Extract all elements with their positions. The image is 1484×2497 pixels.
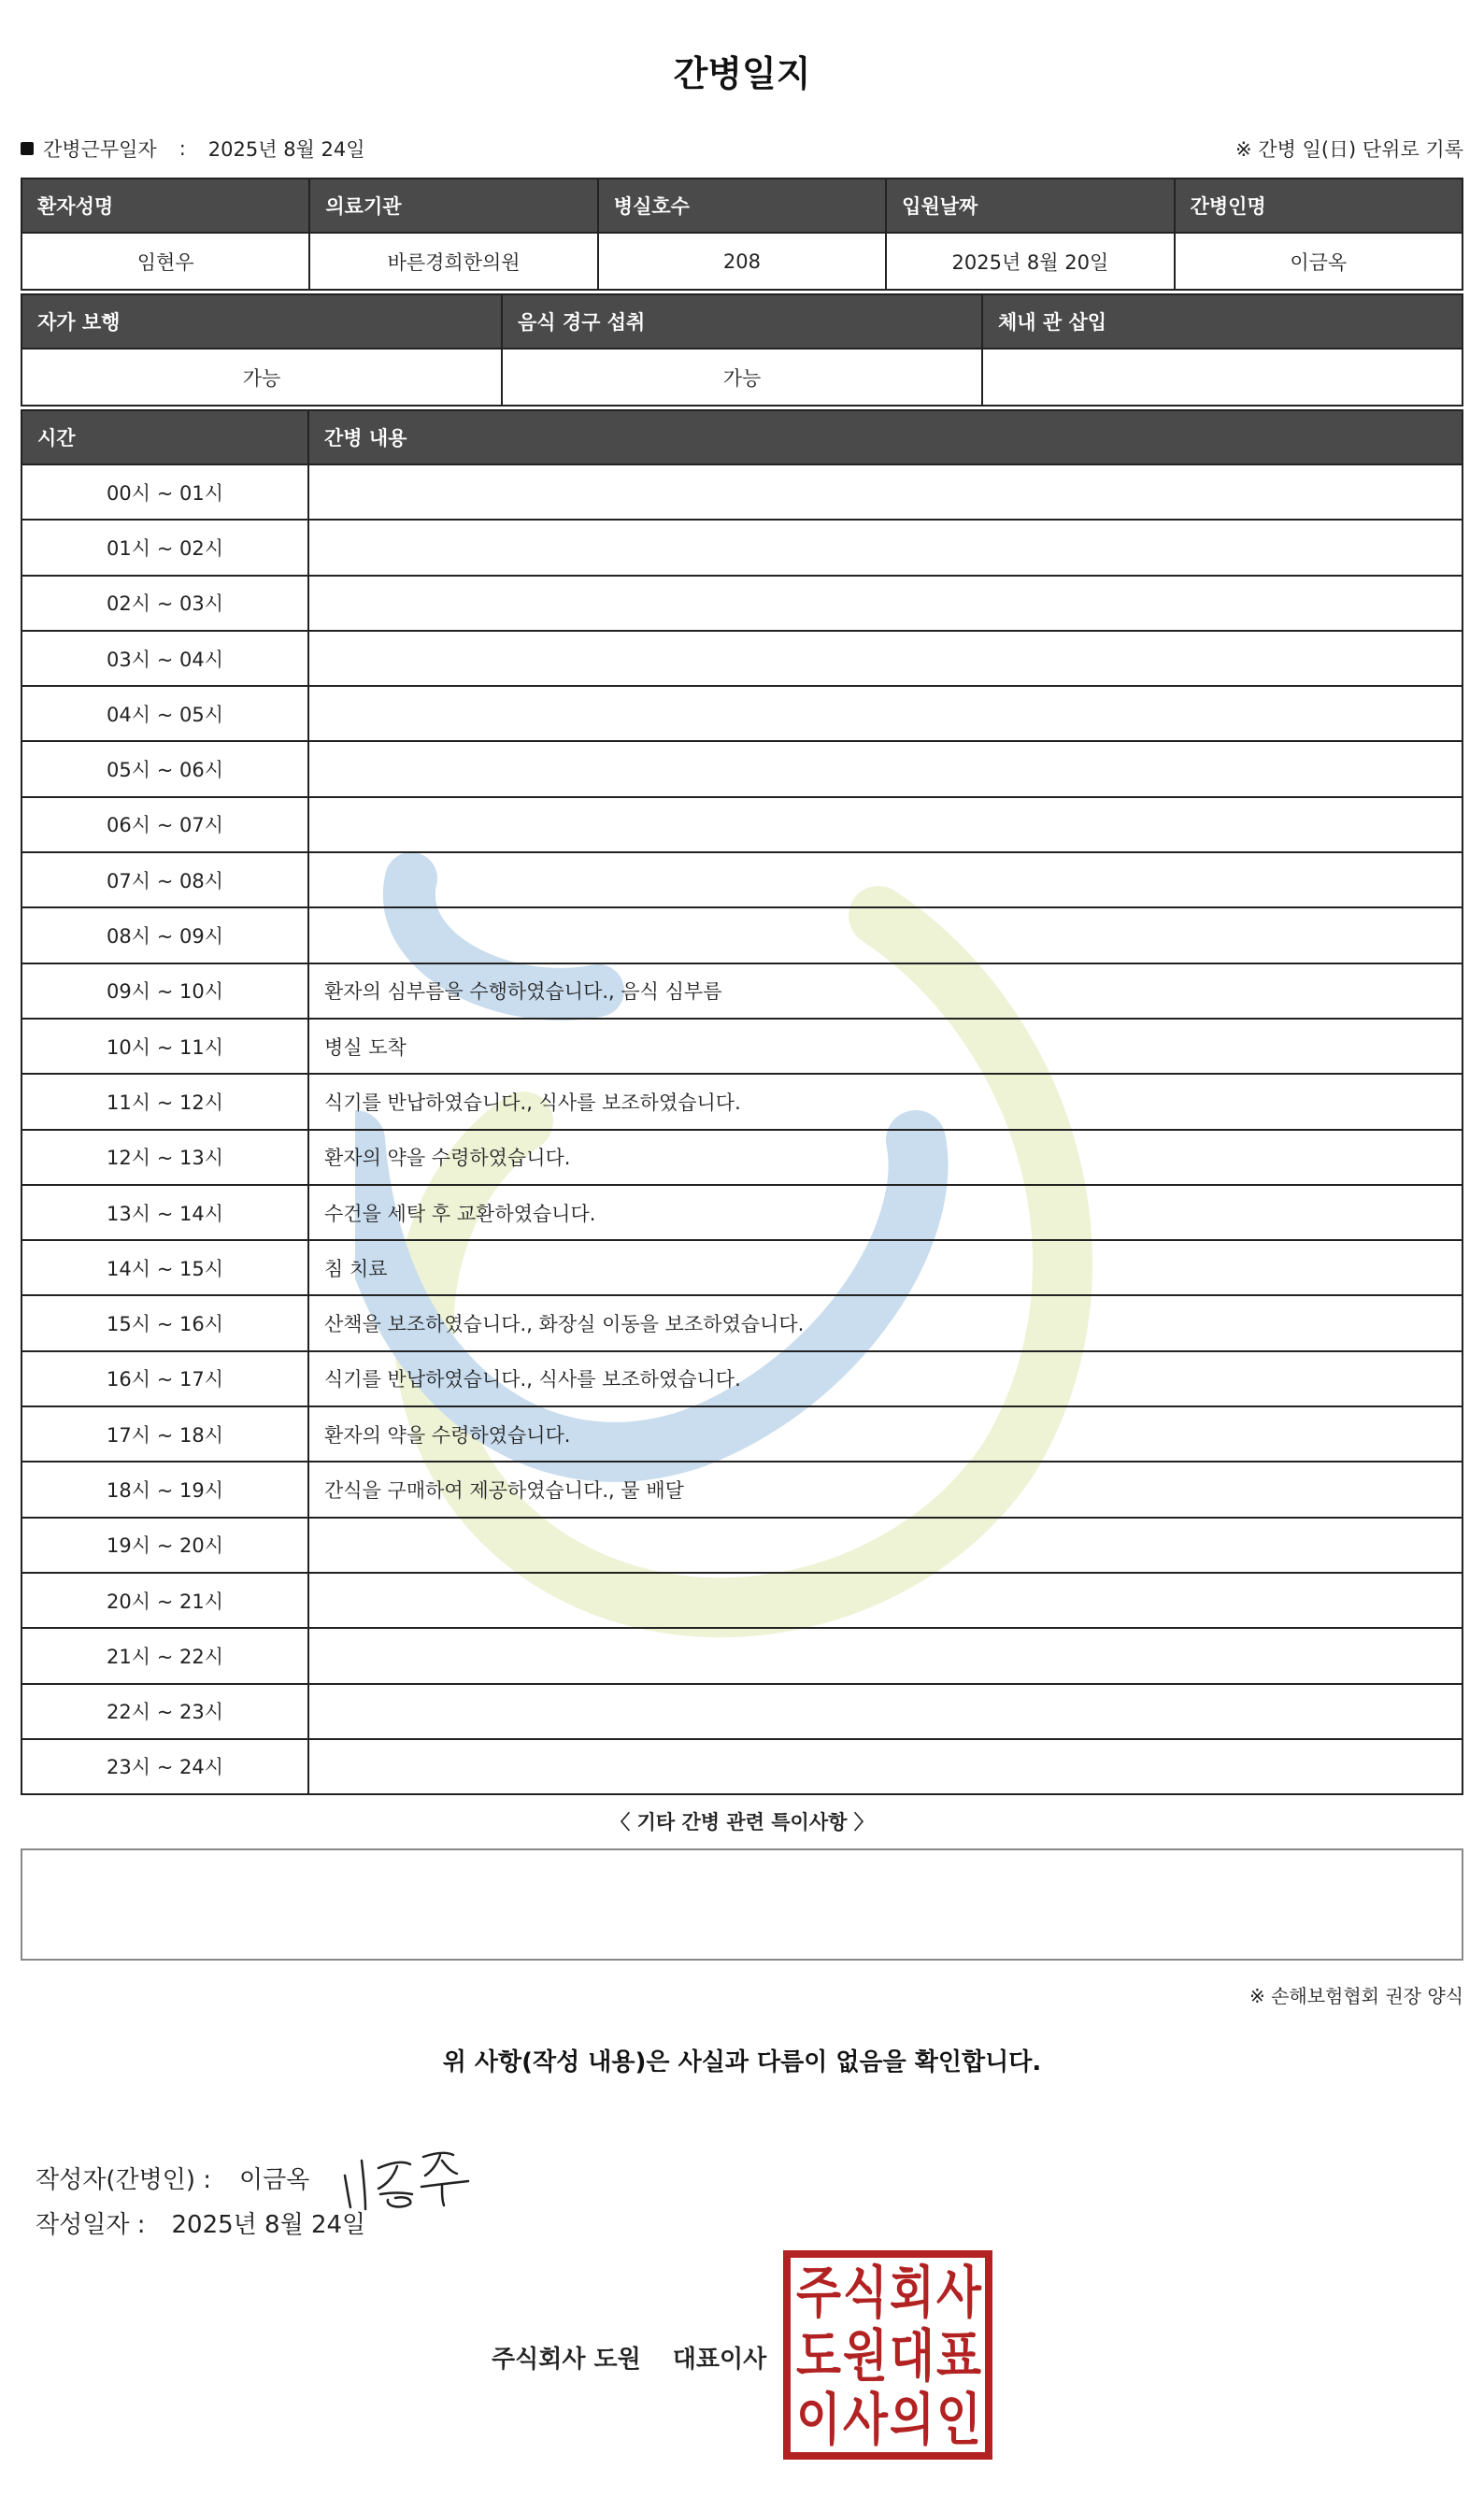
care-note: 식기를 반납하였습니다., 식사를 보조하였습니다.	[308, 1074, 1463, 1129]
time-slot: 02시 ~ 03시	[21, 576, 308, 631]
care-note	[308, 1573, 1463, 1628]
time-slot: 03시 ~ 04시	[21, 631, 308, 686]
seal-character: 사	[936, 2261, 982, 2326]
company-signoff	[492, 2340, 766, 2375]
seal-character: 표	[936, 2324, 982, 2390]
header-patient-name: 환자성명	[21, 178, 309, 233]
work-date-line	[21, 135, 365, 163]
time-slot: 22시 ~ 23시	[21, 1684, 308, 1739]
unit-note: ※ 간병 일(日) 단위로 기록	[1235, 138, 1463, 161]
seal-character: 의	[890, 2388, 935, 2453]
care-note: 병실 도착	[308, 1019, 1463, 1074]
self-walking-value: 가능	[21, 349, 502, 406]
patient-name-value: 임현우	[21, 233, 309, 290]
writer-label: 작성자(간병인) :	[36, 2165, 212, 2194]
table-row	[21, 1518, 1463, 1573]
care-note: 산책을 보조하였습니다., 화장실 이동을 보조하였습니다.	[308, 1295, 1463, 1350]
seal-character: 사	[843, 2388, 889, 2453]
company-title: 대표이사	[672, 2346, 767, 2374]
write-date-line	[36, 2205, 365, 2240]
table-row	[21, 1185, 1463, 1240]
care-note	[308, 797, 1463, 852]
special-notes-title: 〈 기타 간병 관련 특이사항 〉	[610, 1811, 874, 1834]
time-slot: 09시 ~ 10시	[21, 963, 308, 1019]
care-note	[308, 520, 1463, 575]
time-slot: 00시 ~ 01시	[21, 464, 308, 520]
care-note	[308, 576, 1463, 631]
care-note: 수건을 세탁 후 교환하였습니다.	[308, 1185, 1463, 1240]
table-row	[21, 741, 1463, 796]
table-row	[21, 1351, 1463, 1406]
time-slot: 12시 ~ 13시	[21, 1130, 308, 1185]
table-row	[21, 464, 1463, 520]
square-bullet-icon	[21, 142, 34, 155]
header-tube-insertion: 체내 관 삽입	[982, 294, 1463, 349]
work-date-value: 2025년 8월 24일	[207, 138, 365, 161]
header-care-content: 간병 내용	[308, 410, 1463, 464]
time-slot: 07시 ~ 08시	[21, 852, 308, 907]
special-notes-box	[21, 1848, 1463, 1961]
seal-character: 주	[796, 2261, 842, 2326]
room-number-value: 208	[598, 233, 886, 290]
header-self-walking: 자가 보행	[21, 294, 502, 349]
caregiver-name-value: 이금옥	[1175, 233, 1463, 290]
care-note	[308, 1628, 1463, 1683]
care-log-table	[21, 409, 1463, 1795]
care-note: 환자의 심부름을 수행하였습니다., 음식 심부름	[308, 963, 1463, 1019]
page-title: 간병일지	[673, 53, 811, 94]
time-slot: 04시 ~ 05시	[21, 686, 308, 741]
patient-status-table	[21, 293, 1463, 407]
table-row	[21, 907, 1463, 963]
care-note	[308, 1518, 1463, 1573]
time-slot: 21시 ~ 22시	[21, 1628, 308, 1683]
work-date-label: 간병근무일자	[43, 138, 157, 161]
time-slot: 05시 ~ 06시	[21, 741, 308, 796]
care-note	[308, 1684, 1463, 1739]
table-row	[21, 1019, 1463, 1074]
time-slot: 10시 ~ 11시	[21, 1019, 308, 1074]
table-row	[21, 963, 1463, 1019]
company-seal-stamp	[783, 2250, 992, 2460]
table-row	[21, 1406, 1463, 1462]
header-admission-date: 입원날짜	[886, 178, 1174, 233]
care-note: 환자의 약을 수령하였습니다.	[308, 1406, 1463, 1462]
table-row	[21, 797, 1463, 852]
seal-character: 도	[796, 2324, 842, 2390]
seal-character: 식	[843, 2261, 888, 2326]
care-note	[308, 631, 1463, 686]
header-hospital: 의료기관	[309, 178, 597, 233]
table-row	[21, 1240, 1463, 1295]
table-row	[21, 1462, 1463, 1517]
table-row	[21, 520, 1463, 575]
header-time: 시간	[21, 410, 308, 464]
write-date-value: 2025년 8월 24일	[171, 2211, 366, 2239]
admission-date-value: 2025년 8월 20일	[886, 233, 1174, 290]
writer-line	[36, 2140, 478, 2215]
seal-character: 이	[796, 2388, 841, 2453]
time-slot: 19시 ~ 20시	[21, 1518, 308, 1573]
table-row	[21, 1295, 1463, 1350]
time-slot: 23시 ~ 24시	[21, 1739, 308, 1794]
time-slot: 11시 ~ 12시	[21, 1074, 308, 1129]
tube-insertion-value	[982, 349, 1463, 406]
table-row	[21, 1074, 1463, 1129]
care-note	[308, 464, 1463, 520]
table-row	[21, 1573, 1463, 1628]
time-slot: 01시 ~ 02시	[21, 520, 308, 575]
care-note	[308, 852, 1463, 907]
writer-name: 이금옥	[239, 2165, 310, 2194]
care-note: 식기를 반납하였습니다., 식사를 보조하였습니다.	[308, 1351, 1463, 1406]
time-slot: 18시 ~ 19시	[21, 1462, 308, 1517]
care-note	[308, 1739, 1463, 1794]
care-note: 환자의 약을 수령하였습니다.	[308, 1130, 1463, 1185]
company-name: 주식회사 도원	[492, 2346, 641, 2374]
hospital-value: 바른경희한의원	[309, 233, 597, 290]
time-slot: 06시 ~ 07시	[21, 797, 308, 852]
care-note: 간식을 구매하여 제공하였습니다., 물 배달	[308, 1462, 1463, 1517]
header-room-number: 병실호수	[598, 178, 886, 233]
handwritten-signature	[337, 2140, 478, 2215]
patient-info-table	[21, 178, 1463, 291]
recommend-note: ※ 손해보험협회 권장 양식	[1249, 1985, 1463, 2007]
seal-character: 원	[843, 2324, 888, 2390]
confirm-statement: 위 사항(작성 내용)은 사실과 다름이 없음을 확인합니다.	[442, 2048, 1042, 2076]
table-row	[21, 631, 1463, 686]
table-row	[21, 686, 1463, 741]
work-date-separator: :	[178, 137, 186, 160]
table-row	[21, 576, 1463, 631]
table-row	[21, 1739, 1463, 1794]
header-caregiver-name: 간병인명	[1175, 178, 1463, 233]
care-note	[308, 907, 1463, 963]
write-date-label: 작성일자 :	[36, 2211, 146, 2239]
seal-character: 회	[890, 2261, 935, 2326]
time-slot: 17시 ~ 18시	[21, 1406, 308, 1462]
time-slot: 13시 ~ 14시	[21, 1185, 308, 1240]
header-oral-intake: 음식 경구 섭취	[502, 294, 982, 349]
table-row	[21, 1684, 1463, 1739]
care-note	[308, 686, 1463, 741]
time-slot: 16시 ~ 17시	[21, 1351, 308, 1406]
time-slot: 14시 ~ 15시	[21, 1240, 308, 1295]
time-slot: 15시 ~ 16시	[21, 1295, 308, 1350]
table-row	[21, 1628, 1463, 1683]
oral-intake-value: 가능	[502, 349, 982, 406]
time-slot: 08시 ~ 09시	[21, 907, 308, 963]
table-row	[21, 1130, 1463, 1185]
care-log-rows	[21, 464, 1463, 1794]
seal-character: 인	[936, 2388, 981, 2453]
table-row	[21, 852, 1463, 907]
seal-character: 대	[890, 2324, 935, 2390]
time-slot: 20시 ~ 21시	[21, 1573, 308, 1628]
care-note	[308, 741, 1463, 796]
care-note: 침 치료	[308, 1240, 1463, 1295]
